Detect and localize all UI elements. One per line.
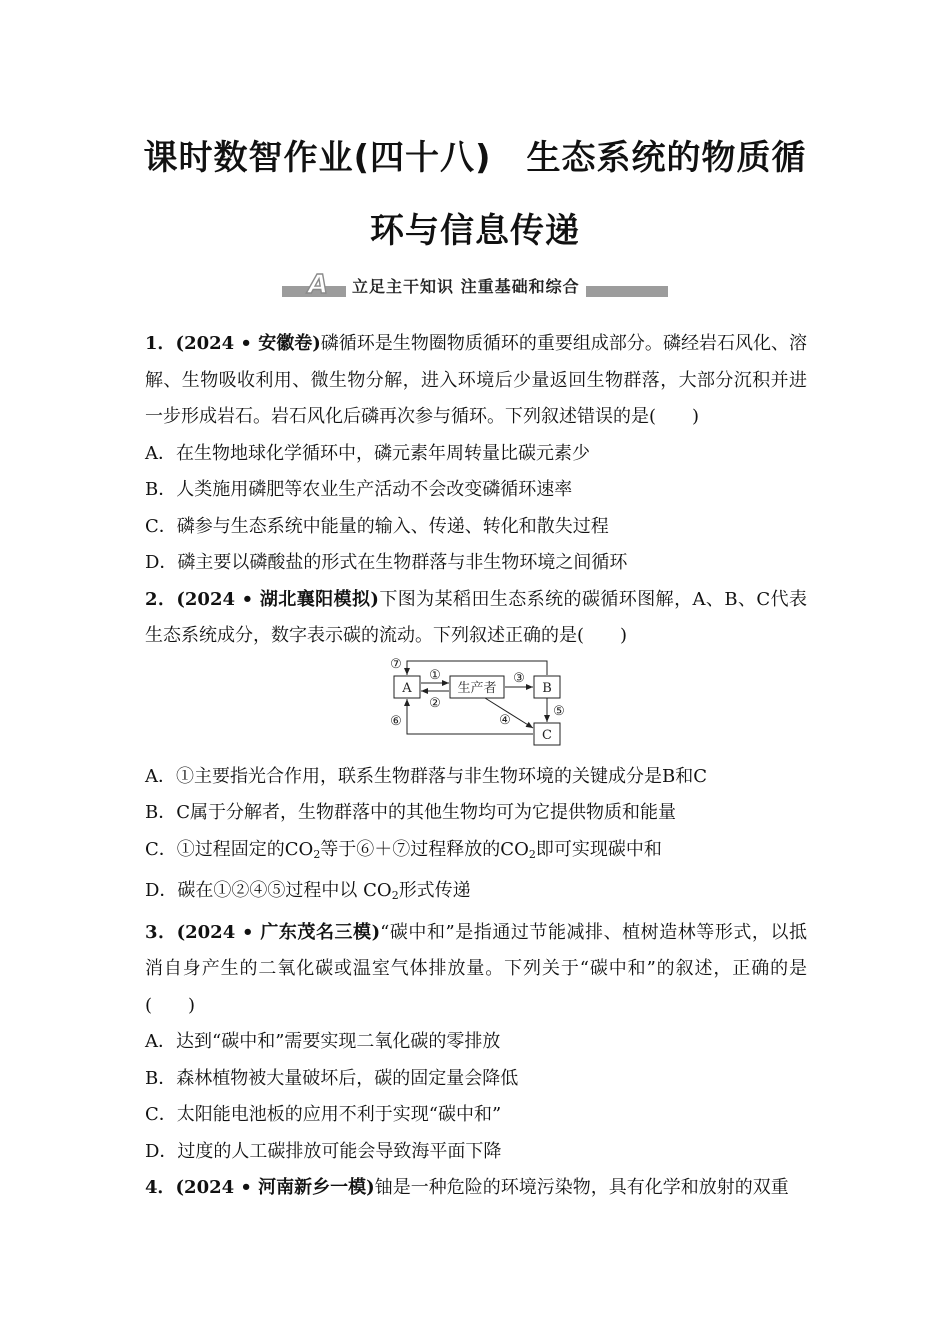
section-banner: [282, 270, 668, 302]
question-3-option-c: C．太阳能电池板的应用不利于实现“碳中和”: [145, 1104, 502, 1125]
question-source: (2024 • 湖北襄阳模拟): [176, 588, 379, 610]
question-3-option-a: A．达到“碳中和”需要实现二氧化碳的零排放: [145, 1031, 501, 1052]
banner-text: 立足主干知识 注重基础和综合: [346, 274, 586, 297]
question-text: 铀是一种危险的环境污染物，具有化学和放射的双重: [374, 1177, 789, 1198]
question-2-option-c: [145, 832, 807, 874]
carbon-cycle-diagram: [145, 655, 807, 759]
question-3-stem: [145, 915, 807, 1025]
option-text: C．①过程固定的CO: [145, 838, 314, 860]
label-2: ②: [429, 695, 441, 711]
label-6: ⑥: [390, 713, 402, 729]
box-a-label: A: [402, 680, 412, 696]
questions-body: [145, 326, 807, 1207]
page-title-line-2: 环与信息传递: [370, 211, 580, 251]
question-1-option-c: C．磷参与生态系统中能量的输入、传递、转化和散失过程: [145, 515, 609, 537]
question-1-option-a: A．在生物地球化学循环中，磷元素年周转量比碳元素少: [145, 442, 590, 464]
box-b-label: B: [542, 680, 552, 696]
question-3-option-b: B．森林植物被大量破坏后，碳的固定量会降低: [145, 1067, 519, 1089]
option-text: 等于⑥＋⑦过程释放的CO: [320, 838, 529, 860]
question-text: “碳中和”是指通过节能减排、植树造林等形式，以抵消自身产生的二氧化碳或温室气体排放量。下列关于“碳中和”的叙述，正确的是( ): [145, 921, 807, 1016]
question-source: (2024 • 广东茂名三模): [176, 921, 381, 943]
subscript: 2: [391, 889, 399, 902]
question-source: (2024 • 河南新乡一模): [175, 1177, 375, 1198]
option-text: 形式传递: [398, 880, 471, 901]
page-title-line-1: 课时数智作业(四十八) 生态系统的物质循: [143, 138, 807, 178]
label-1: ①: [429, 667, 441, 683]
subscript: 2: [313, 847, 321, 861]
arrow-7: [407, 661, 547, 675]
label-3: ③: [513, 670, 525, 686]
question-number: 1．: [145, 333, 176, 354]
question-1-option-b: B．人类施用磷肥等农业生产活动不会改变磷循环速率: [145, 479, 573, 500]
question-4-stem: [145, 1170, 807, 1207]
question-number: 4．: [145, 1177, 176, 1198]
option-text: D．碳在①②④⑤过程中以 CO: [145, 880, 392, 901]
box-producer-label: 生产者: [457, 680, 497, 696]
subscript: 2: [528, 847, 536, 861]
option-text: 即可实现碳中和: [535, 838, 662, 860]
question-2-option-b: B．C属于分解者，生物群落中的其他生物均可为它提供物质和能量: [145, 802, 676, 823]
question-number: 3．: [145, 921, 177, 943]
label-5: ⑤: [553, 703, 565, 719]
question-2-option-a: A．①主要指光合作用，联系生物群落与非生物环境的关键成分是B和C: [145, 765, 707, 787]
question-number: 2．: [145, 588, 177, 610]
question-3-option-d: D．过度的人工碳排放可能会导致海平面下降: [145, 1140, 502, 1162]
label-4: ④: [499, 712, 511, 728]
question-2-option-d: [145, 873, 807, 915]
question-text: 下图为某稻田生态系统的碳循环图解，A、B、C代表生态系统成分，数字表示碳的流动。下列叙述正确的是( ): [145, 588, 808, 646]
banner-letter-icon: A: [308, 270, 329, 300]
question-text: 磷循环是生物圈物质循环的重要组成部分。磷经岩石风化、溶解、生物吸收利用、微生物分解，进入环境后少量返回生物群落，大部分沉积并进一步形成岩石。岩石风化后磷再次参与循环。下列叙述错误的是( ): [145, 333, 807, 427]
box-c-label: C: [542, 727, 552, 743]
question-1-stem: [145, 326, 807, 436]
question-2-stem: [145, 582, 807, 655]
label-7: ⑦: [390, 656, 402, 672]
question-source: (2024 • 安徽卷): [175, 333, 321, 354]
question-1-option-d: D．磷主要以磷酸盐的形式在生物群落与非生物环境之间循环: [145, 552, 628, 573]
